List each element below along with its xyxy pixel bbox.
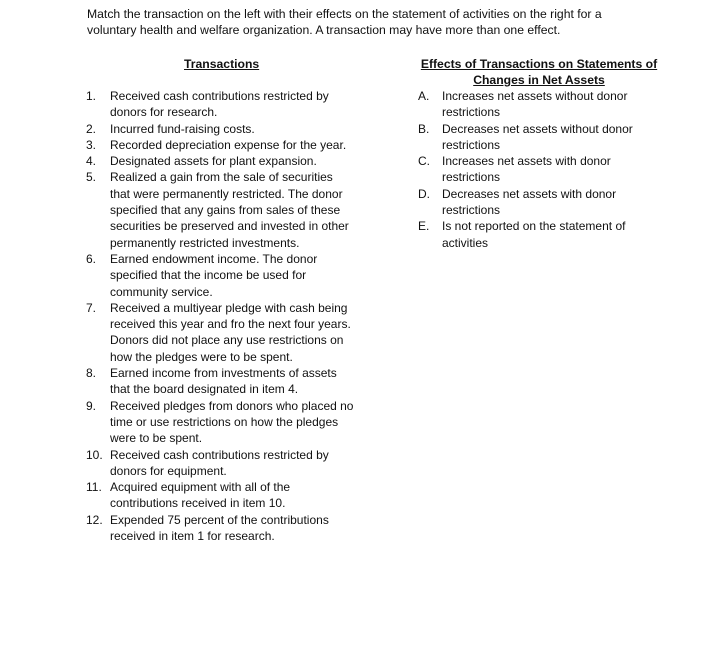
effect-item-text: Increases net assets without donor restrictions — [442, 89, 628, 120]
transaction-item-text: Designated assets for plant expansion. — [110, 154, 317, 169]
transaction-item — [86, 88, 356, 121]
transaction-item — [86, 365, 356, 398]
effect-item-text: Decreases net assets with donor restrictions — [442, 186, 617, 218]
transaction-item-text: Received cash contributions restricted by donors for research. — [110, 89, 329, 120]
transaction-item-number: 1. — [86, 89, 97, 103]
transaction-item-text: Earned income from investments of assets that the board designated in item 4. — [110, 366, 337, 397]
transaction-item-text: Realized a gain from the sale of securities that were permanently restricted. The donor specified that any gains from sales of these securities be preserved and invested in other permanently restricted investments. — [110, 170, 349, 250]
transaction-item — [86, 300, 356, 365]
effect-item-text: Decreases net assets without donor restrictions — [442, 121, 633, 152]
effect-item-number: D. — [418, 186, 430, 201]
transaction-item — [86, 251, 356, 300]
transaction-item-number: 10. — [86, 447, 103, 462]
transactions-list — [86, 88, 356, 544]
effect-item-number: B. — [418, 121, 430, 136]
transaction-item — [86, 512, 356, 545]
effects-list — [418, 88, 654, 251]
transaction-item — [86, 153, 356, 169]
transactions-heading: Transactions — [184, 57, 260, 71]
transaction-item — [86, 479, 356, 512]
effect-item-text: Increases net assets with donor restrictions — [442, 154, 611, 185]
transaction-item — [86, 447, 356, 480]
transaction-item-text: Received cash contributions restricted by donors for equipment. — [110, 447, 329, 478]
effects-heading: Effects of Transactions on Statements of Changes in Net Assets — [420, 57, 658, 87]
transaction-item-text: Expended 75 percent of the contributions received in item 1 for research. — [110, 512, 329, 544]
transaction-item-text: Recorded depreciation expense for the year. — [110, 137, 347, 152]
transaction-item-number: 8. — [86, 366, 97, 381]
effect-item — [418, 88, 654, 121]
effect-item — [418, 153, 654, 186]
effect-item — [418, 186, 654, 219]
transaction-item-text: Acquired equipment with all of the contributions received in item 10. — [110, 480, 291, 511]
transaction-item-number: 11. — [86, 480, 102, 495]
transaction-item-number: 12. — [86, 512, 103, 527]
transaction-item-number: 7. — [86, 300, 97, 315]
transaction-item — [86, 121, 356, 137]
transaction-item-number: 5. — [86, 170, 97, 185]
transaction-item-number: 3. — [86, 137, 97, 152]
transaction-item-text: Incurred fund-raising costs. — [110, 121, 255, 136]
effect-item — [418, 218, 654, 251]
effect-item-text: Is not reported on the statement of activities — [442, 219, 626, 250]
effect-item-number: C. — [418, 154, 430, 169]
instructions-text: Match the transaction on the left with their effects on the statement of activities on the right for a voluntary health and welfare organization. A transaction may have more than one effect. — [87, 7, 602, 37]
transaction-item-text: Received pledges from donors who placed no time or use restrictions on how the pledges were to be spent. — [110, 398, 354, 446]
transaction-item-number: 2. — [86, 121, 97, 136]
effect-item-number: A. — [418, 89, 430, 103]
transaction-item-number: 9. — [86, 398, 97, 413]
transaction-item — [86, 137, 356, 153]
transaction-item-text: Received a multiyear pledge with cash being received this year and fro the next four years. Donors did not place any use restrictions on how the pledges were to be spent. — [110, 300, 351, 364]
effect-item — [418, 121, 654, 154]
transaction-item-number: 4. — [86, 154, 97, 169]
transaction-item — [86, 398, 356, 447]
transaction-item-number: 6. — [86, 251, 97, 266]
transaction-item-text: Earned endowment income. The donor specified that the income be used for community service. — [110, 251, 318, 299]
effect-item-number: E. — [418, 219, 430, 234]
transaction-item — [86, 169, 356, 250]
